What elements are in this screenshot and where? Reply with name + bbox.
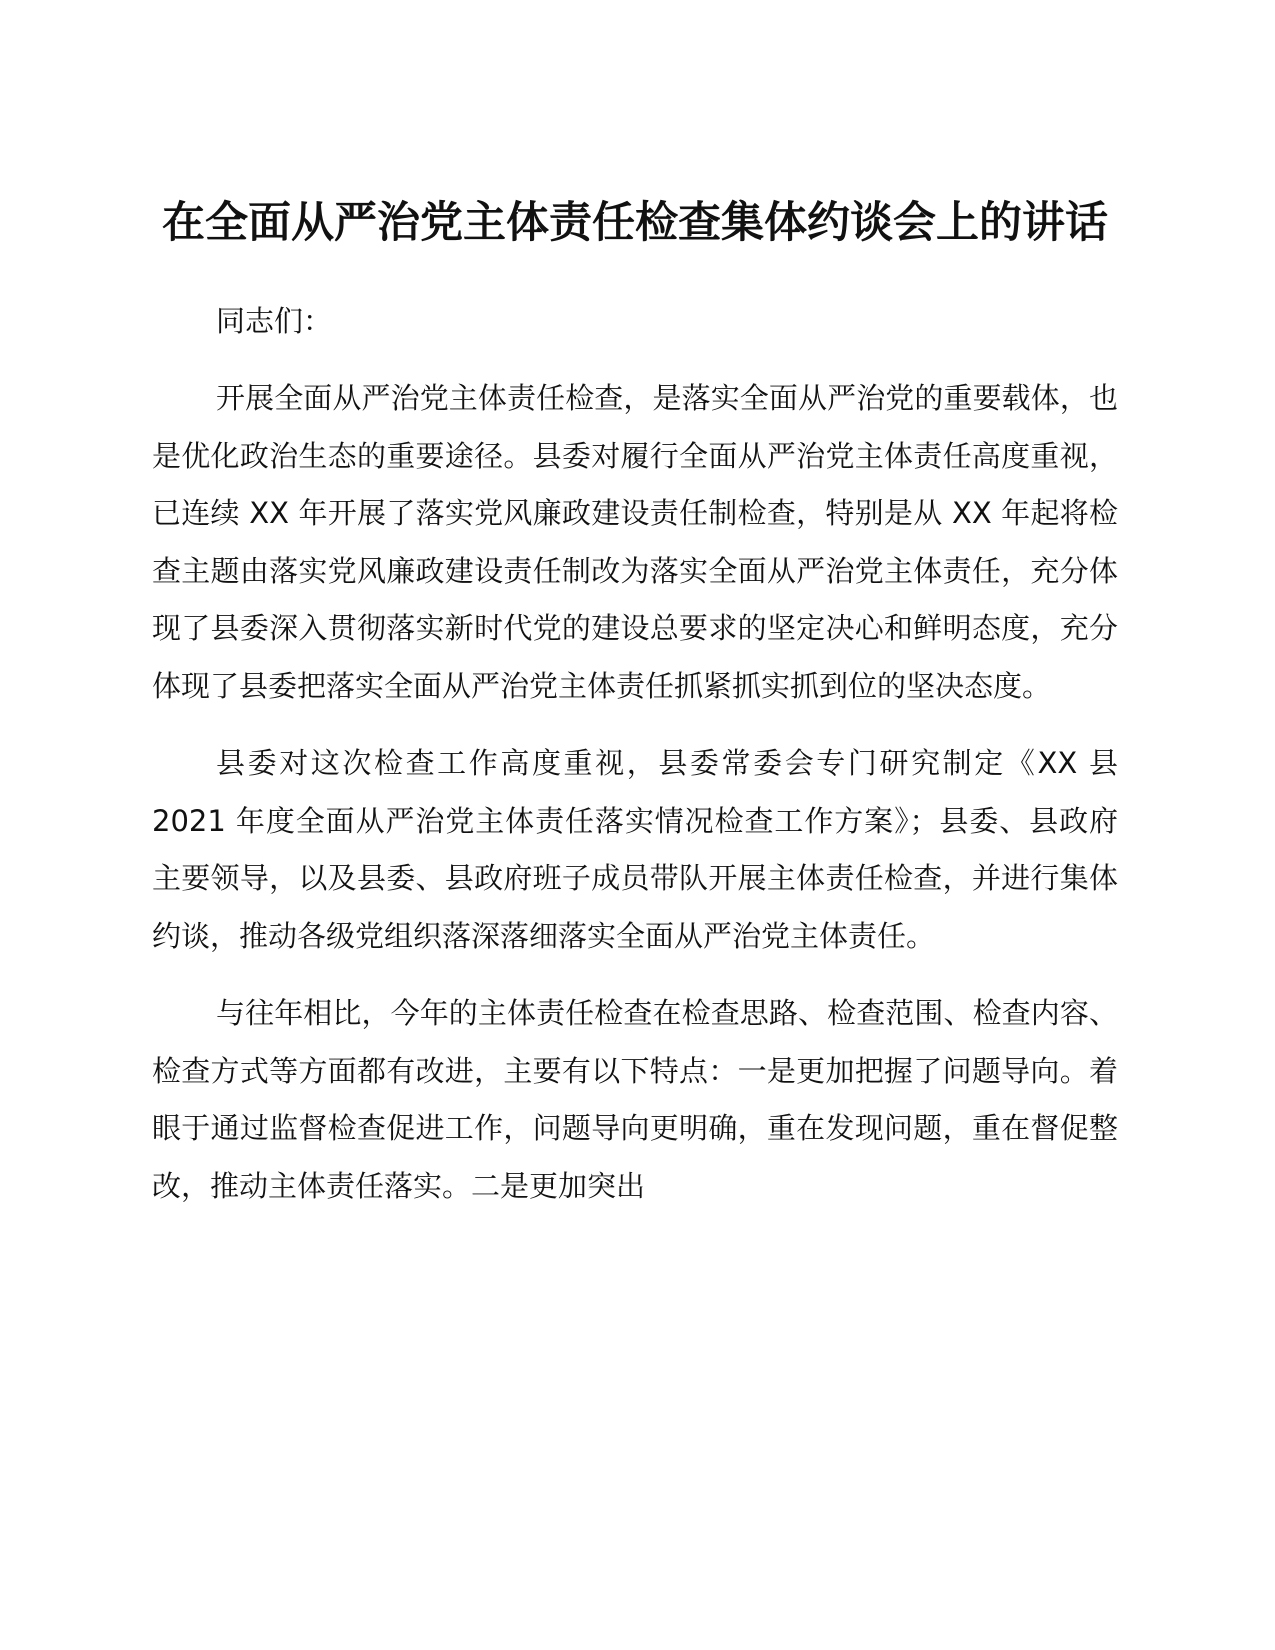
document-title: 在全面从严治党主体责任检查集体约谈会上的讲话 [162,198,1108,248]
paragraph-3: 与往年相比，今年的主体责任检查在检查思路、检查范围、检查内容、检查方式等方面都有改进，主要有以下特点：一是更加把握了问题导向。着眼于通过监督检查促进工作，问题导向更明确，重在发现问题，重在督促整改，推动主体责任落实。二是更加突出 [152,996,1118,1203]
document-page [152,190,1118,1215]
paragraph-1: 开展全面从严治党主体责任检查，是落实全面从严治党的重要载体，也是优化政治生态的重要途径。县委对履行全面从严治党主体责任高度重视，已连续 XX 年开展了落实党风廉政建设责任制检查，特别是从 XX 年起将检查主题由落实党风廉政建设责任制改为落实全面从严治党主体责任，充分体现了县委深入贯彻落实新时代党的建设总要求的坚定决心和鲜明态度，充分体现了县委把落实全面从严治党主体责任抓紧抓实抓到位的坚决态度。 [152,381,1118,703]
salutation: 同志们： [216,304,333,338]
paragraph-2: 县委对这次检查工作高度重视，县委常委会专门研究制定《XX 县 2021 年度全面从严治党主体责任落实情况检查工作方案》；县委、县政府主要领导，以及县委、县政府班子成员带队开展主体责任检查，并进行集体约谈，推动各级党组织落深落细落实全面从严治党主体责任。 [152,746,1118,953]
